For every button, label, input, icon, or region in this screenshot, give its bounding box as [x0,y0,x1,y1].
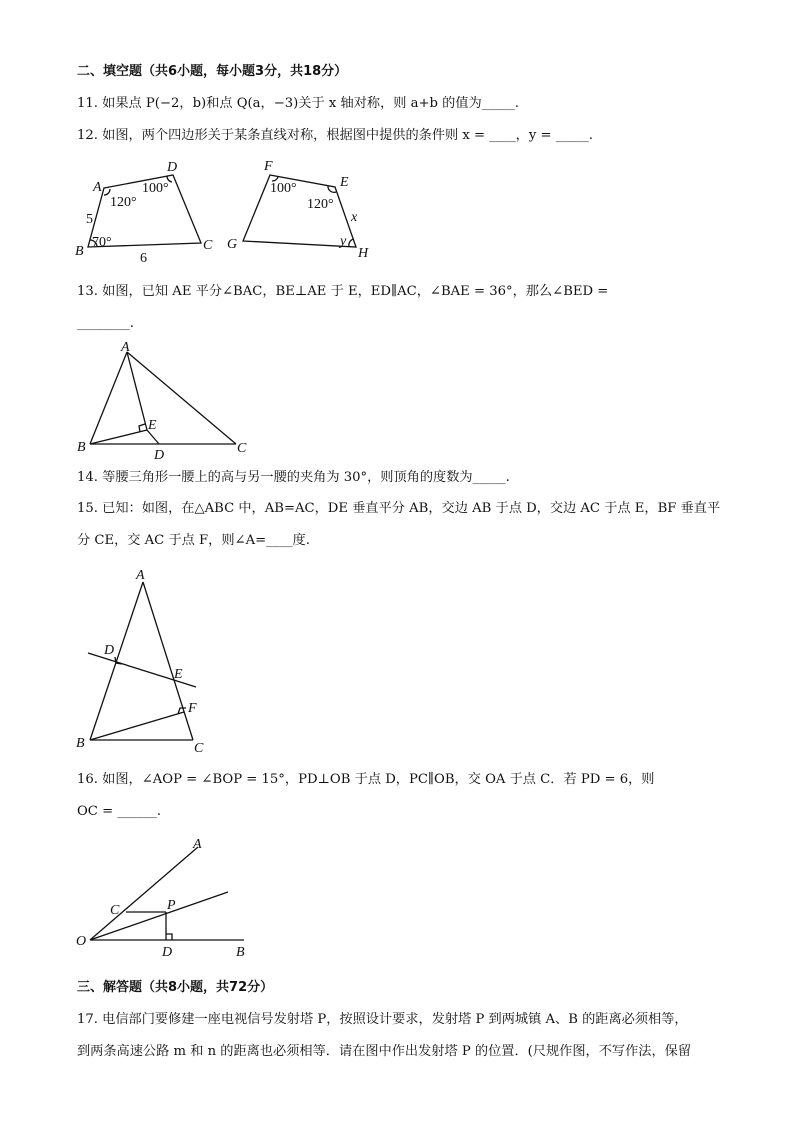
label-h: H [358,246,369,261]
label-e: E [148,418,157,433]
angle-h-label: y [340,234,347,249]
label-g: G [227,237,238,252]
angle-a-value: 120° [110,195,137,210]
label-d: D [167,160,178,175]
question-13-line2: ________. [77,316,134,331]
angle-f-value: 100° [270,181,297,196]
section-heading-solutions: 三、解答题（共8小题，共72分） [77,980,274,995]
label-a: A [136,568,145,583]
angle-d-value: 100° [142,181,169,196]
question-15-line2: 分 CE，交 AC 于点 F，则∠A=____度. [77,533,310,548]
label-b: B [77,440,86,455]
figure-q16 [70,832,270,967]
label-b: B [75,244,84,259]
segment-bf [90,712,184,740]
side-ab-value: 5 [86,212,93,227]
label-f: F [188,701,197,716]
segment-be [90,430,147,444]
angle-b-value: 70° [92,235,112,250]
label-f: F [264,159,273,174]
label-p: P [167,898,176,913]
label-o: O [76,934,87,949]
label-a: A [121,340,130,355]
section-heading-fill-in: 二、填空题（共6小题，每小题3分，共18分） [77,64,348,79]
label-d: D [162,945,173,960]
right-angle-d [166,934,172,940]
segment-ae [127,352,147,430]
label-b: B [76,736,85,751]
segment-ab [90,582,143,740]
angle-e-value: 120° [307,197,334,212]
question-16-line2: OC = ______. [77,804,162,819]
ray-oa [90,847,198,940]
question-14: 14. 等腰三角形一腰上的高与另一腰的夹角为 30°，则顶角的度数为_____. [77,470,510,485]
question-15-line1: 15. 已知：如图，在△ABC 中，AB=AC，DE 垂直平分 AB，交边 AB 于点 D，交边 AC 于点 E，BF 垂直平 [77,501,721,516]
segment-ac [127,352,236,444]
figure-q12 [70,155,390,265]
label-e: E [340,175,349,190]
figure-q15 [70,562,220,762]
label-b: B [236,945,245,960]
question-12: 12. 如图，两个四边形关于某条直线对称，根据图中提供的条件则 x = ____，y = _____. [77,128,593,143]
question-13-line1: 13. 如图，已知 AE 平分∠BAC，BE⊥AE 于 E，ED∥AC，∠BAE = 36°，那么∠BED = [77,284,609,299]
label-c: C [110,903,120,918]
label-c: C [237,441,247,456]
side-bc-value: 6 [140,251,147,266]
question-11: 11. 如果点 P(−2，b)和点 Q(a，−3)关于 x 轴对称，则 a+b 的值为_____. [77,96,519,111]
label-e: E [174,667,183,682]
label-a: A [193,837,202,852]
label-d: D [104,643,115,658]
label-c: C [203,238,213,253]
figure-q13 [70,337,260,462]
question-17-line1: 17. 电信部门要修建一座电视信号发射塔 P，按照设计要求，发射塔 P 到两城镇 A、B 的距离必须相等， [77,1012,688,1027]
question-16-line1: 16. 如图，∠AOP = ∠BOP = 15°，PD⊥OB 于点 D，PC∥OB，交 OA 于点 C．若 PD = 6，则 [77,772,655,787]
label-d: D [154,448,165,463]
segment-ab [90,352,127,444]
label-c: C [194,741,204,756]
question-17-line2: 到两条高速公路 m 和 n 的距离也必须相等．请在图中作出发射塔 P 的位置．(尺规作图，不写作法，保留 [77,1044,692,1059]
side-eh-label: x [351,210,358,225]
label-a: A [93,180,102,195]
